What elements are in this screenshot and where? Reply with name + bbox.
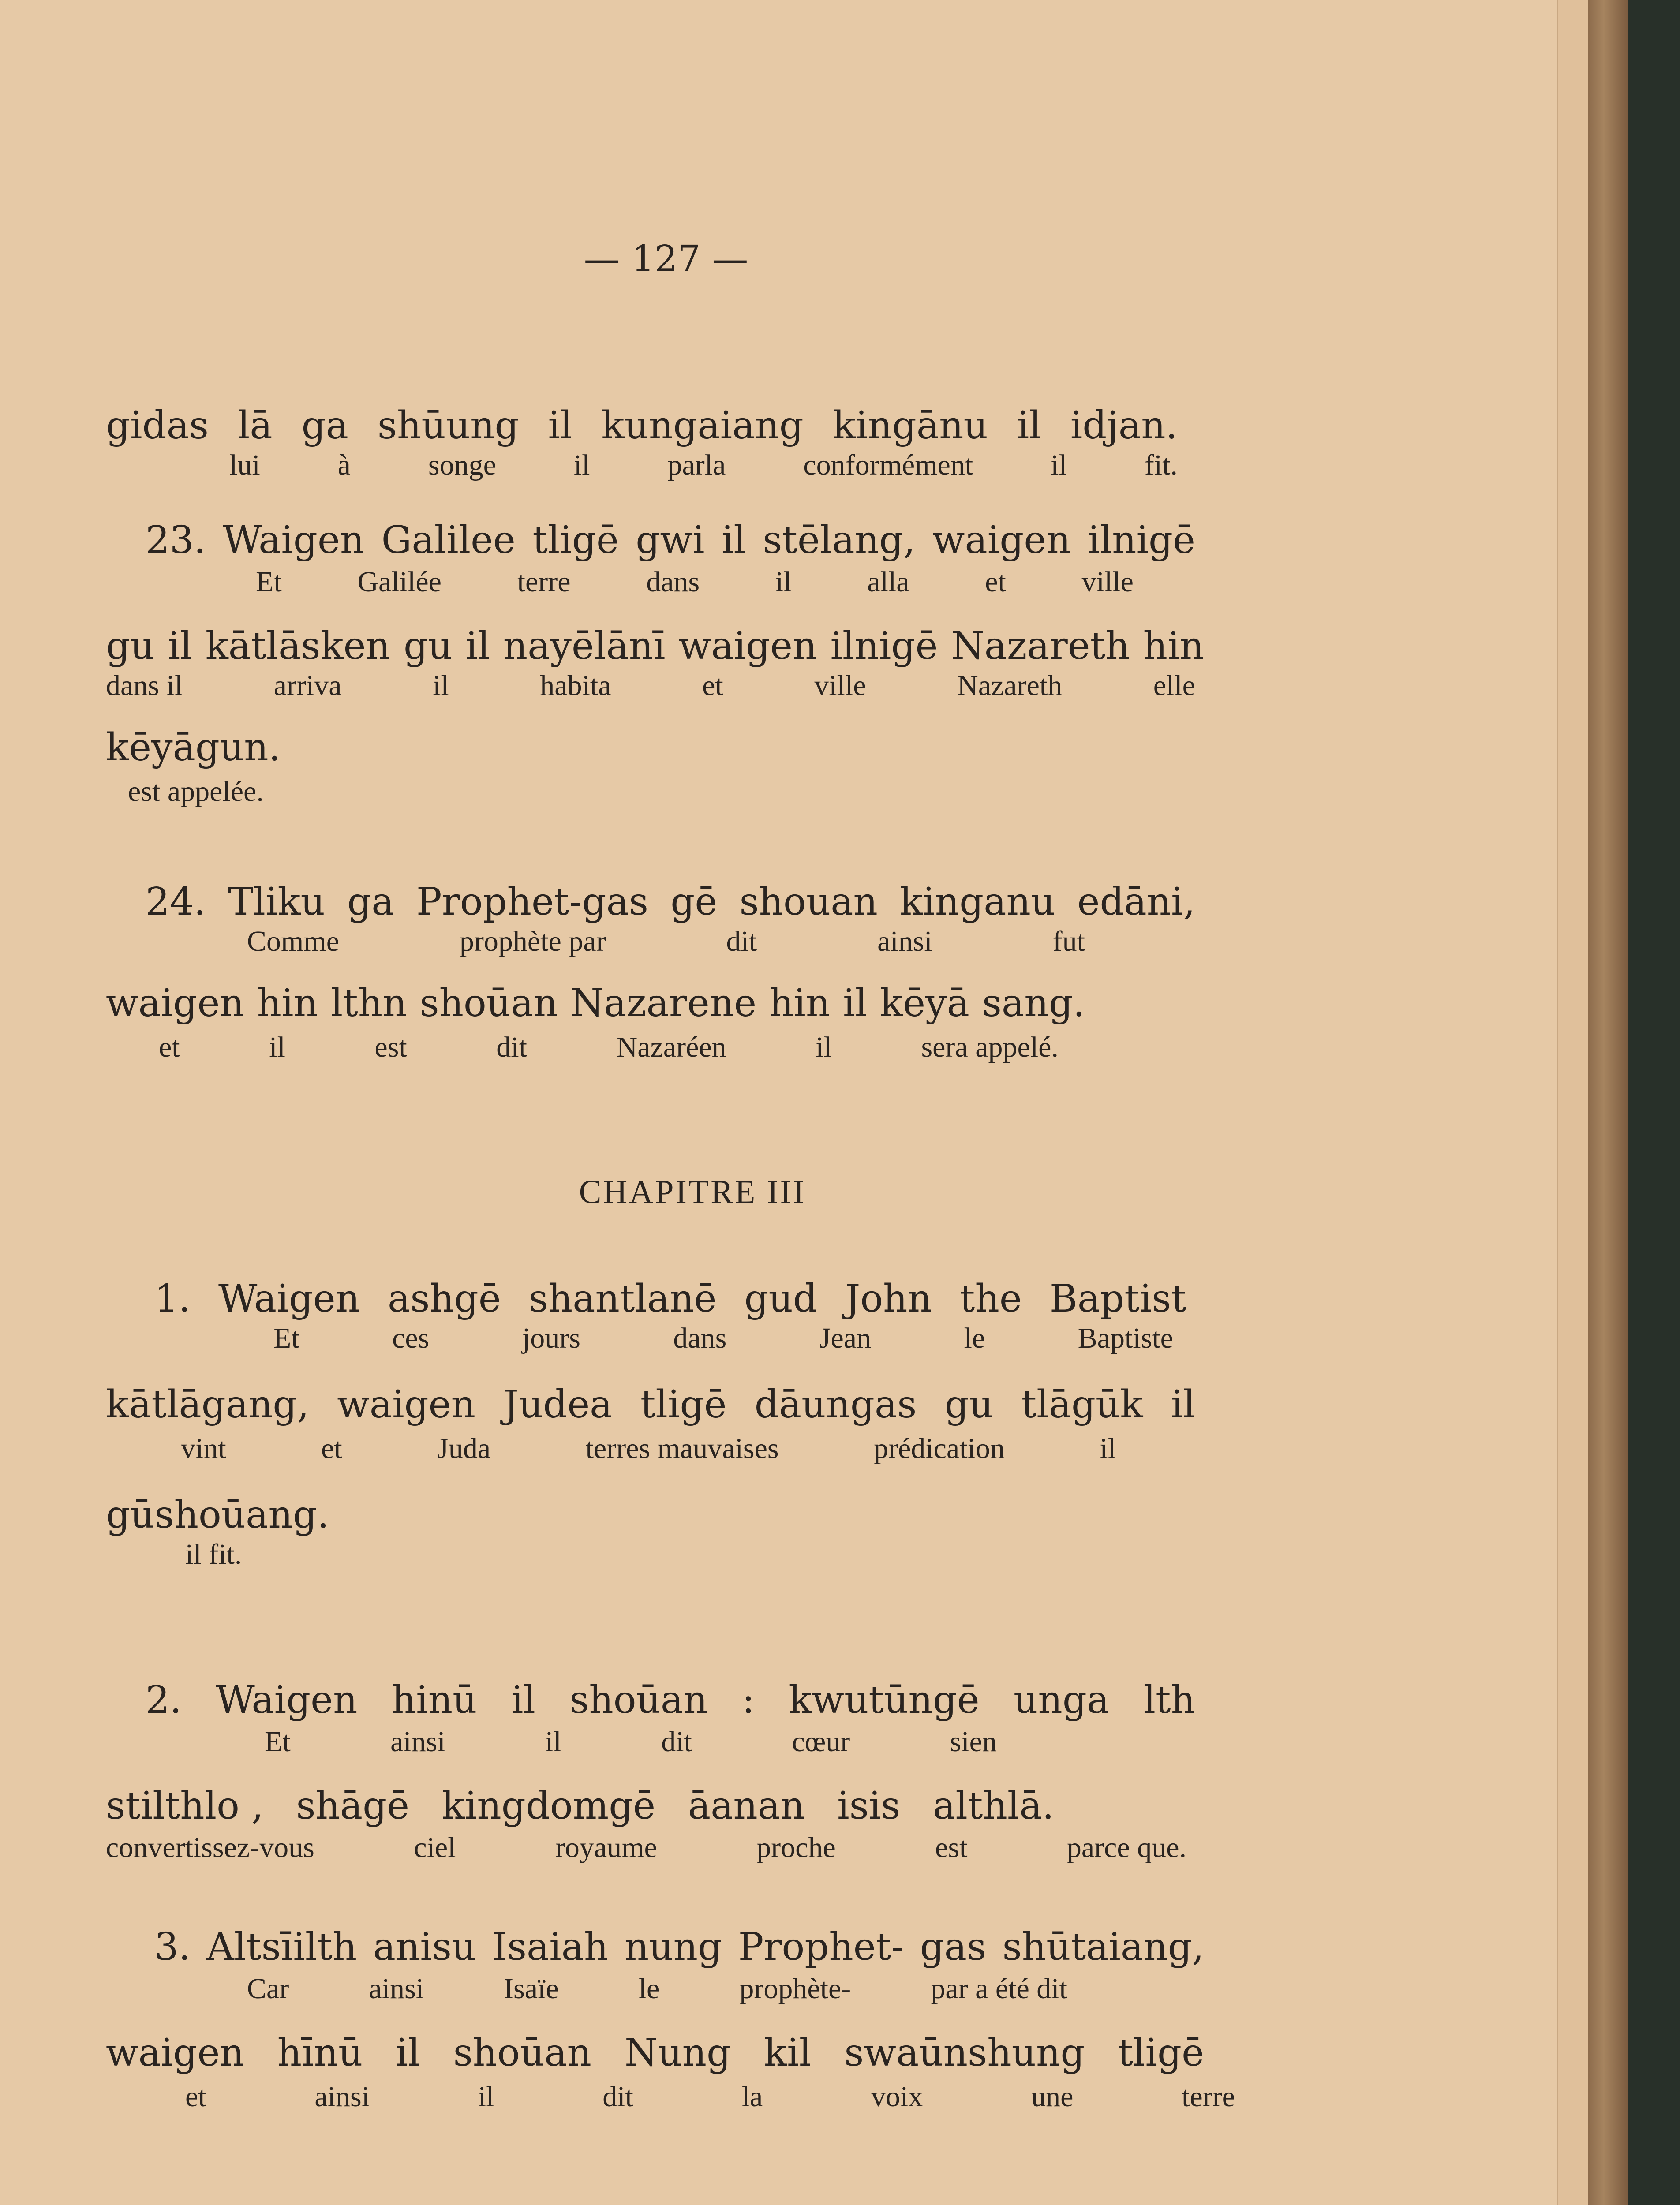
word: à <box>337 449 351 481</box>
word: swaūnshung <box>844 2031 1085 2075</box>
word: Prophet- <box>738 1925 904 1969</box>
word: ilnigē <box>1088 518 1195 562</box>
word: et <box>985 566 1006 598</box>
word: waigen <box>106 2031 244 2075</box>
word: hīnū <box>277 2031 363 2075</box>
word: waigen <box>932 518 1071 562</box>
word: Et <box>273 1322 299 1354</box>
haida-line <box>106 979 1085 1028</box>
word: dans <box>673 1322 727 1354</box>
haida-line <box>106 1491 329 1539</box>
french-gloss-line <box>128 772 264 811</box>
word: il <box>465 624 490 668</box>
word: prophète- <box>739 1973 851 2005</box>
word: il <box>168 624 192 668</box>
word: Jean <box>819 1322 872 1354</box>
word: Et <box>265 1726 291 1758</box>
french-gloss-line <box>159 1028 1059 1067</box>
word: royaume <box>555 1831 657 1864</box>
word: il <box>396 2031 420 2075</box>
word: kātlāsken <box>205 624 390 668</box>
word: habita <box>540 669 611 702</box>
word: il <box>816 1031 832 1063</box>
french-gloss-line <box>247 1969 1067 2009</box>
word: il <box>721 518 746 562</box>
word: gwi <box>636 518 705 562</box>
word: hinū <box>391 1678 477 1722</box>
word: hin <box>257 981 318 1025</box>
word: tligē <box>1118 2031 1204 2075</box>
word: dans <box>646 566 700 598</box>
word: Waigen <box>216 1678 358 1722</box>
word: il <box>478 2081 494 2113</box>
word: : <box>741 1678 755 1722</box>
word: shantlanē <box>528 1277 717 1321</box>
word: lā <box>237 404 273 448</box>
word: dāungas <box>754 1383 917 1427</box>
word: althlā. <box>933 1784 1054 1828</box>
word: Prophet-gas <box>416 880 648 924</box>
word: nung <box>624 1925 722 1969</box>
word: il <box>1051 449 1067 481</box>
word: anisu <box>373 1925 476 1969</box>
word: une <box>1031 2081 1074 2113</box>
word: cœur <box>792 1726 850 1758</box>
word: songe <box>428 449 496 481</box>
french-gloss-line <box>106 1828 1186 1868</box>
word: par a été dit <box>931 1973 1067 2005</box>
word: ilnigē <box>830 624 938 668</box>
french-gloss-line <box>229 445 1178 485</box>
word: il <box>1017 404 1041 448</box>
french-gloss-line <box>181 1429 1116 1469</box>
word: il <box>269 1031 285 1063</box>
word: gu <box>106 624 155 668</box>
word: il <box>548 404 572 448</box>
word: il <box>511 1678 535 1722</box>
word: ainsi <box>877 925 932 957</box>
word: conformément <box>803 449 973 481</box>
word: gidas <box>106 404 209 448</box>
word: waigen <box>106 981 244 1025</box>
word: idjan. <box>1070 404 1178 448</box>
word: dit <box>496 1031 527 1063</box>
haida-line <box>146 1676 1195 1724</box>
word: Comme <box>247 925 339 957</box>
word: ville <box>814 669 866 702</box>
french-gloss-line <box>185 2077 1235 2117</box>
word: ashgē <box>388 1277 501 1321</box>
word: il <box>843 981 868 1025</box>
french-gloss-line <box>106 666 1195 706</box>
word: Baptiste <box>1078 1322 1173 1354</box>
word: et <box>185 2081 206 2113</box>
word: gūshoūang. <box>106 1493 329 1537</box>
word: Tliku <box>228 880 325 924</box>
word: shoūan <box>419 981 558 1025</box>
haida-line <box>106 622 1204 670</box>
word: tligē <box>532 518 619 562</box>
word: kātlāgang, <box>106 1383 309 1427</box>
word: kinganu <box>900 880 1055 924</box>
word: kēyāgun. <box>106 725 281 770</box>
word: Altsīilth <box>206 1925 357 1969</box>
french-gloss-line <box>273 1319 1173 1358</box>
word: il fit. <box>185 1538 242 1570</box>
haida-line <box>154 1274 1186 1323</box>
word: ciel <box>414 1831 456 1864</box>
book-cover <box>1628 0 1680 2205</box>
word: dit <box>726 925 757 957</box>
word: vint <box>181 1432 226 1465</box>
word: kingdomgē <box>442 1784 656 1828</box>
french-gloss-line <box>247 922 1085 961</box>
word: kingānu <box>832 404 988 448</box>
word: fut <box>1052 925 1085 957</box>
word: Judea <box>503 1383 613 1427</box>
word: edāni, <box>1077 880 1195 924</box>
word: Car <box>247 1973 289 2005</box>
word: dans il <box>106 669 183 702</box>
word: stēlang, <box>763 518 916 562</box>
word: fit. <box>1144 449 1178 481</box>
haida-line <box>146 878 1195 926</box>
word: Nung <box>624 2031 731 2075</box>
word: parla <box>667 449 726 481</box>
word: lui <box>229 449 260 481</box>
haida-line <box>106 2029 1204 2077</box>
haida-line <box>106 1380 1195 1429</box>
word: kēyā <box>880 981 969 1025</box>
word: est <box>374 1031 407 1063</box>
french-gloss-line <box>185 1535 251 1574</box>
word: gē <box>670 880 718 924</box>
word: elle <box>1153 669 1195 702</box>
word: parce que. <box>1066 1831 1186 1864</box>
word: et <box>321 1432 342 1465</box>
word: dit <box>661 1726 692 1758</box>
word: 3. <box>154 1925 191 1969</box>
word: Waigen <box>223 518 365 562</box>
word: il <box>545 1726 561 1758</box>
word: convertissez-vous <box>106 1831 314 1864</box>
word: ainsi <box>369 1973 424 2005</box>
word: kungaiang <box>601 404 804 448</box>
word: Isaïe <box>504 1973 559 2005</box>
word: et <box>159 1031 180 1063</box>
word: waigen <box>337 1383 475 1427</box>
word: sien <box>950 1726 997 1758</box>
word: lth <box>1143 1678 1195 1722</box>
word: sera appelé. <box>921 1031 1059 1063</box>
word: the <box>959 1277 1022 1321</box>
word: gud <box>744 1277 817 1321</box>
word: Et <box>256 566 282 598</box>
word: 24. <box>146 880 206 924</box>
word: est appelée. <box>128 775 264 807</box>
word: hin <box>1143 624 1204 668</box>
word: ainsi <box>314 2081 370 2113</box>
word: Waigen <box>218 1277 360 1321</box>
word: Nazareth <box>951 624 1130 668</box>
french-gloss-line <box>265 1722 997 1762</box>
word: Juda <box>437 1432 491 1465</box>
word: dit <box>602 2081 633 2113</box>
word: 23. <box>146 518 206 562</box>
word: isis <box>837 1784 901 1828</box>
word: 2. <box>146 1678 182 1722</box>
haida-line <box>106 401 1178 450</box>
word: ga <box>347 880 394 924</box>
word: gas <box>920 1925 987 1969</box>
word: il <box>433 669 449 702</box>
word: Galilée <box>357 566 442 598</box>
word: Nazareth <box>957 669 1063 702</box>
word: Baptist <box>1049 1277 1186 1321</box>
word: jours <box>522 1322 580 1354</box>
french-gloss-line <box>256 562 1134 602</box>
word: shoūan <box>569 1678 708 1722</box>
word: waigen <box>678 624 817 668</box>
page-edges <box>1588 0 1628 2205</box>
word: Galilee <box>381 518 516 562</box>
word: tligē <box>640 1383 727 1427</box>
word: unga <box>1014 1678 1110 1722</box>
word: nayēlānī <box>503 624 666 668</box>
word: shouan <box>739 880 878 924</box>
word: terre <box>517 566 571 598</box>
word: le <box>638 1973 660 2005</box>
word: John <box>845 1277 932 1321</box>
chapter-heading: CHAPITRE III <box>579 1174 806 1211</box>
word: terre <box>1182 2081 1235 2113</box>
haida-line <box>106 723 281 772</box>
word: Nazarene <box>570 981 757 1025</box>
word: il <box>573 449 590 481</box>
word: stilthlo , <box>106 1784 264 1828</box>
word: hin <box>769 981 831 1025</box>
word: proche <box>756 1831 836 1864</box>
word: Isaiah <box>492 1925 609 1969</box>
word: shūtaiang, <box>1002 1925 1204 1969</box>
word: sang. <box>982 981 1085 1025</box>
word: gu <box>944 1383 994 1427</box>
word: āanan <box>688 1784 805 1828</box>
word: shāgē <box>296 1784 410 1828</box>
word: la <box>741 2081 763 2113</box>
haida-line <box>146 516 1195 564</box>
word: gu <box>404 624 453 668</box>
word: il <box>1171 1383 1195 1427</box>
word: shūung <box>377 404 519 448</box>
word: prédication <box>874 1432 1005 1465</box>
word: tlāgūk <box>1021 1383 1143 1427</box>
word: il <box>775 566 792 598</box>
word: ces <box>392 1322 430 1354</box>
word: ainsi <box>390 1726 445 1758</box>
word: ga <box>301 404 348 448</box>
word: arriva <box>273 669 342 702</box>
word: terres mauvaises <box>585 1432 779 1465</box>
word: est <box>935 1831 968 1864</box>
word: et <box>702 669 723 702</box>
word: alla <box>867 566 909 598</box>
word: kwutūngē <box>789 1678 980 1722</box>
word: 1. <box>154 1277 191 1321</box>
page-number: — 127 — <box>584 238 748 280</box>
word: voix <box>871 2081 923 2113</box>
word: lthn <box>330 981 407 1025</box>
word: kil <box>764 2031 812 2075</box>
word: prophète par <box>459 925 606 957</box>
word: le <box>964 1322 985 1354</box>
word: shoūan <box>453 2031 591 2075</box>
word: il <box>1100 1432 1116 1465</box>
haida-line <box>154 1923 1204 1971</box>
haida-line <box>106 1782 1054 1830</box>
word: Nazaréen <box>616 1031 726 1063</box>
word: ville <box>1081 566 1134 598</box>
